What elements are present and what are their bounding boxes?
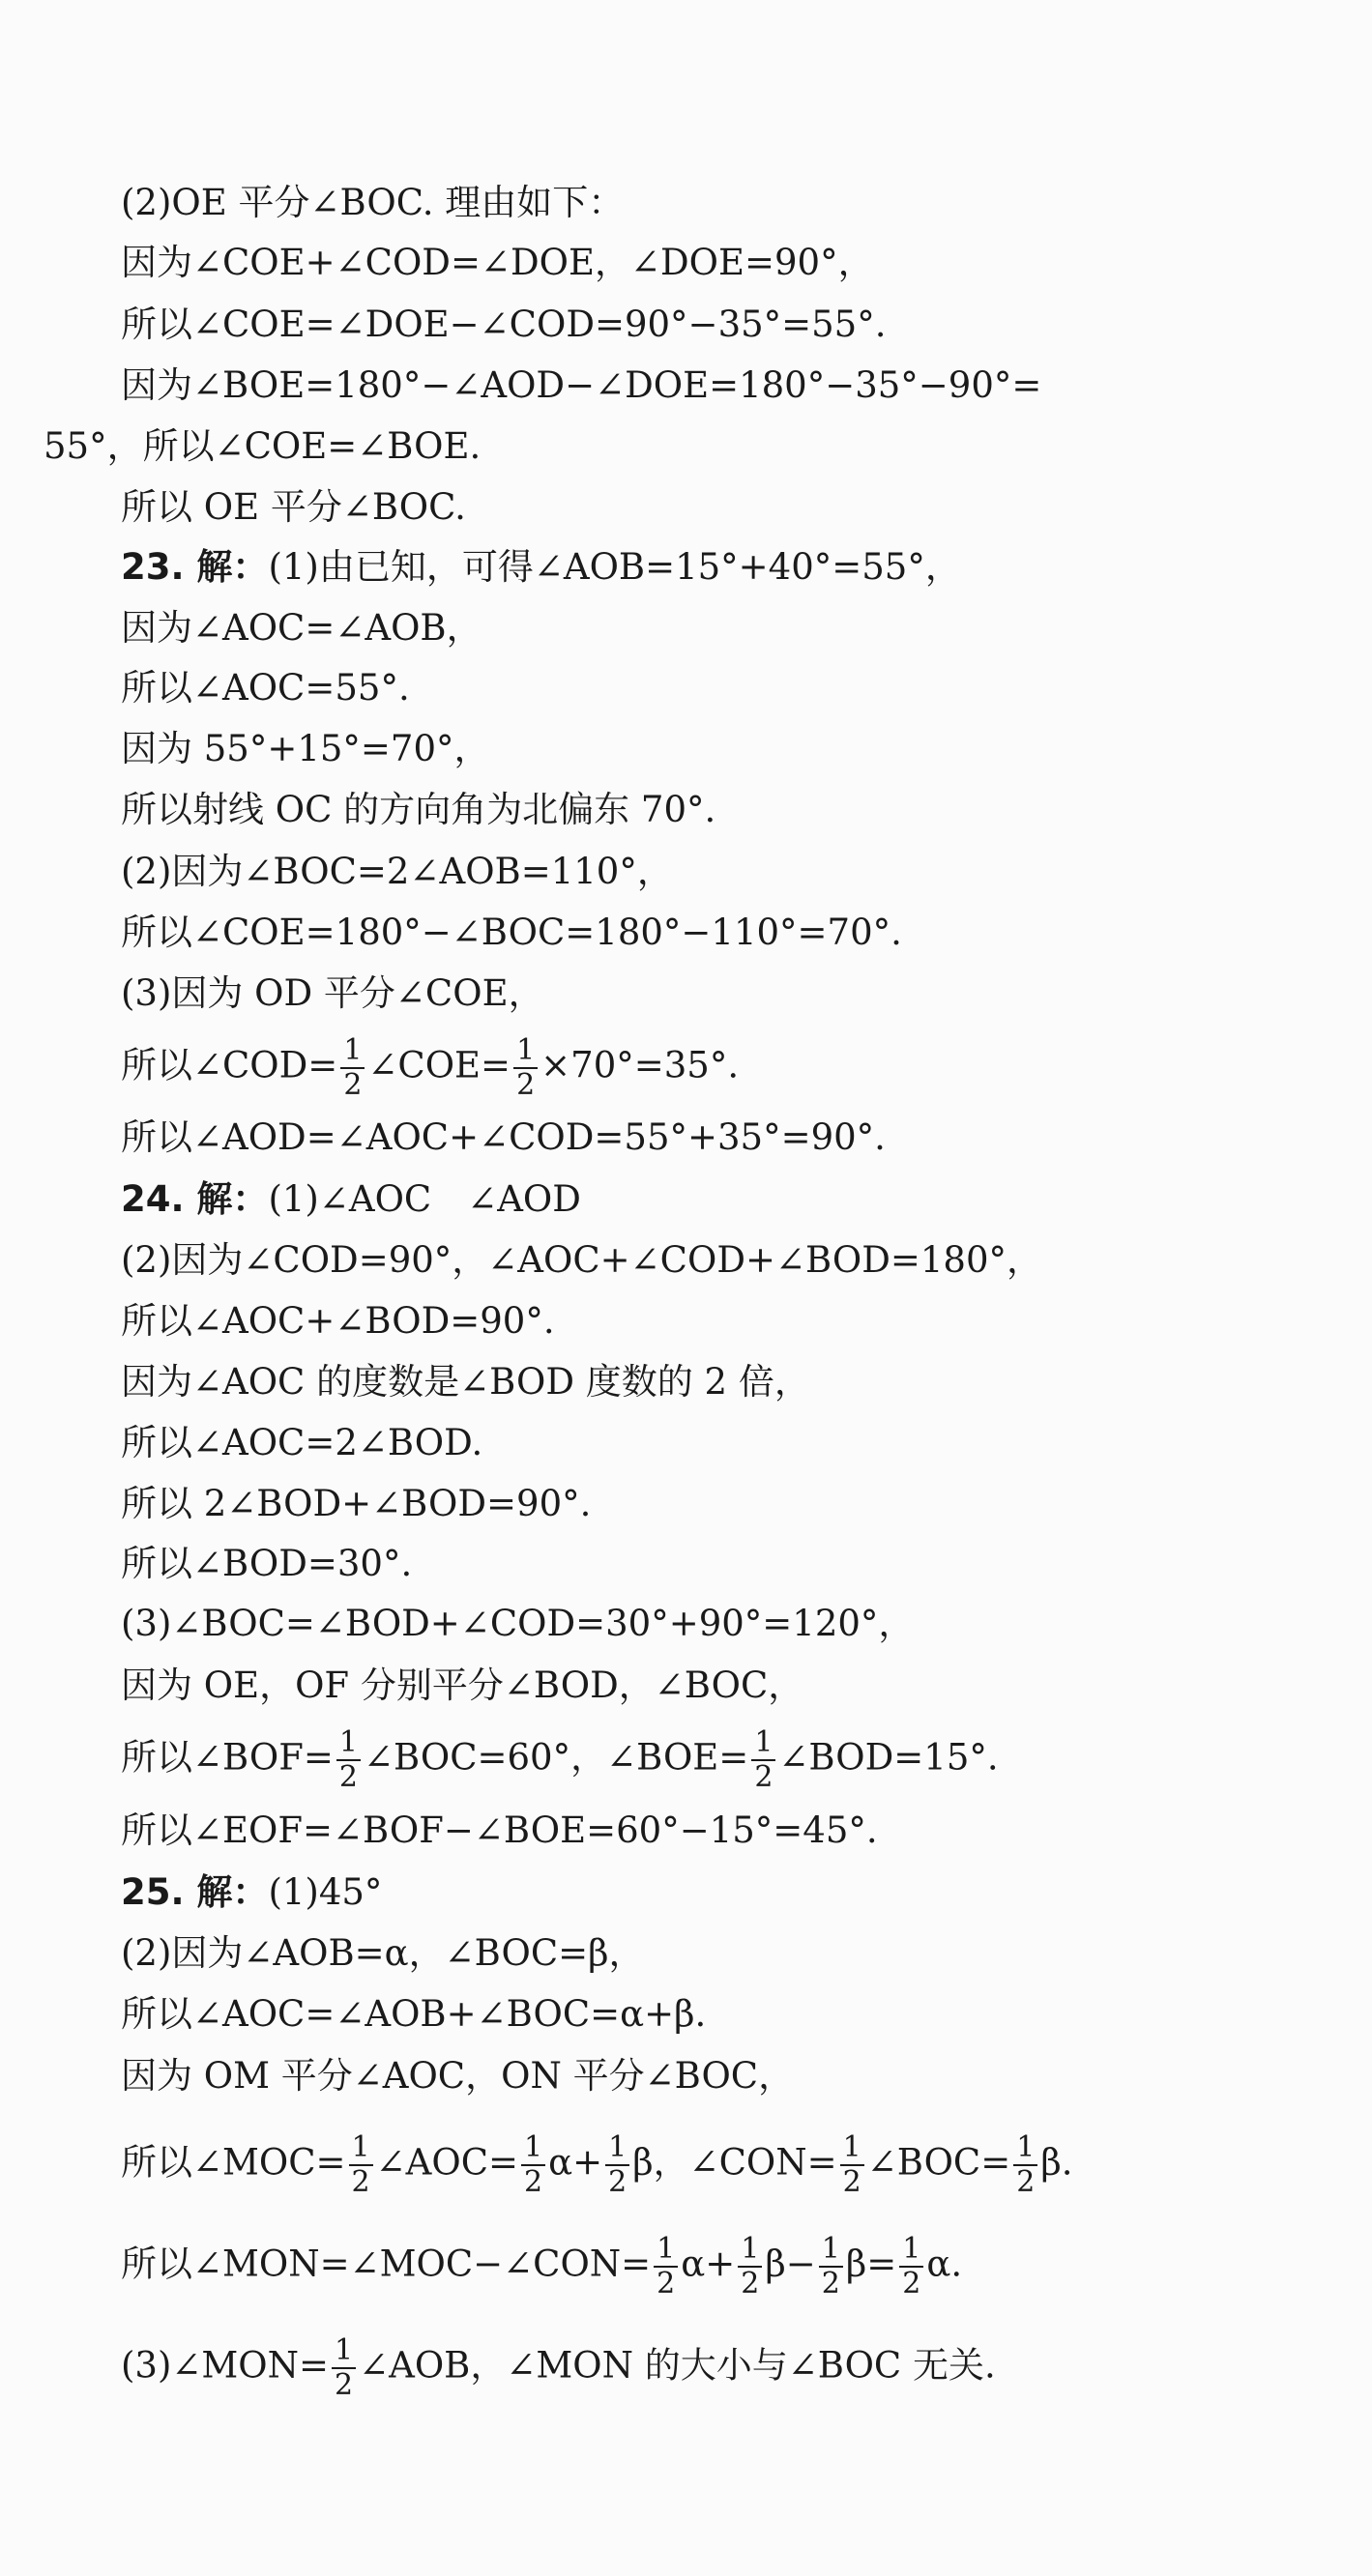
text-line: 所以∠COE=∠DOE−∠COD=90°−35°=55°.: [121, 304, 887, 345]
text-span: 所以∠BOF=: [121, 1736, 334, 1779]
text-span: α.: [926, 2243, 963, 2285]
text-line: 55°，所以∠COE=∠BOE.: [44, 425, 482, 467]
text-span: (1)45°: [268, 1871, 383, 1913]
fraction-half: $\frac{1}{2}$: [513, 1034, 538, 1102]
text-span: ×70°=35°.: [540, 1044, 740, 1086]
text-span: 所以∠MON=∠MOC−∠CON=: [121, 2243, 652, 2285]
text-span: ∠BOD=15°.: [778, 1736, 999, 1779]
fraction-half: $\frac{1}{2}$: [1013, 2131, 1037, 2199]
text-span: ∠COE=: [367, 1044, 511, 1086]
text-line: (3)∠BOC=∠BOD+∠COD=30°+90°=120°，: [121, 1603, 915, 1644]
question-23: [121, 544, 1339, 591]
text-span: (1)∠AOC ∠AOD: [268, 1178, 581, 1220]
text-span: ∠BOC=60°，∠BOE=: [363, 1736, 749, 1779]
fraction-half: $\frac{1}{2}$: [340, 1034, 365, 1102]
text-line: 因为 OM 平分∠AOC，ON 平分∠BOC，: [121, 2055, 795, 2097]
text-span: α+: [681, 2243, 736, 2285]
question-25: [121, 1869, 1339, 1916]
fraction-half: $\frac{1}{2}$: [349, 2131, 373, 2199]
text-span: 所以∠COD=: [121, 1044, 338, 1086]
fraction-half: $\frac{1}{2}$: [899, 2233, 923, 2301]
text-line: 所以 2∠BOD+∠BOD=90°.: [121, 1483, 592, 1524]
formula-line-last: [121, 2334, 1339, 2402]
question-label: 25. 解：: [121, 1871, 269, 1913]
formula-line-mon: [121, 2233, 1339, 2301]
fraction-half: $\frac{1}{2}$: [751, 1726, 775, 1794]
text-line: (2)因为∠AOB=α，∠BOC=β，: [121, 1932, 645, 1974]
text-span: ∠AOB，∠MON 的大小与∠BOC 无关.: [359, 2344, 996, 2387]
text-span: ∠AOC=: [375, 2141, 519, 2184]
text-line: (2)因为∠BOC=2∠AOB=110°，: [121, 851, 673, 892]
fraction-half: $\frac{1}{2}$: [840, 2131, 864, 2199]
text-span: β=: [845, 2243, 897, 2285]
formula-line-moc: [121, 2131, 1339, 2199]
text-line: 因为∠BOE=180°−∠AOD−∠DOE=180°−35°−90°=: [121, 364, 1042, 406]
text-span: (1)由已知，可得∠AOB=15°+40°=55°，: [268, 546, 961, 588]
text-line: 所以∠EOF=∠BOF−∠BOE=60°−15°=45°.: [121, 1809, 878, 1851]
text-line: 因为∠COE+∠COD=∠DOE，∠DOE=90°，: [121, 242, 874, 283]
text-span: 所以∠MOC=: [121, 2141, 346, 2184]
fraction-half: $\frac{1}{2}$: [521, 2131, 545, 2199]
fraction-half: $\frac{1}{2}$: [605, 2131, 629, 2199]
text-span: (3)∠MON=: [121, 2344, 330, 2387]
text-line: 所以 OE 平分∠BOC.: [121, 486, 466, 528]
text-span: α+: [548, 2141, 603, 2184]
text-span: β.: [1040, 2141, 1073, 2184]
text-line: 因为 55°+15°=70°，: [121, 728, 490, 769]
fraction-half: $\frac{1}{2}$: [819, 2233, 843, 2301]
text-line: 所以∠AOC=55°.: [121, 667, 410, 709]
text-span: β，∠CON=: [632, 2141, 837, 2184]
question-label: 24. 解：: [121, 1178, 269, 1220]
text-line: 因为∠AOC 的度数是∠BOD 度数的 2 倍，: [121, 1361, 810, 1403]
text-line: 所以∠AOC+∠BOD=90°.: [121, 1300, 555, 1342]
question-24: [121, 1176, 1339, 1223]
text-span: β−: [765, 2243, 816, 2285]
formula-line-cod: [121, 1034, 1339, 1102]
text-line: 因为∠AOC=∠AOB，: [121, 607, 482, 649]
fraction-half: $\frac{1}{2}$: [336, 1726, 361, 1794]
text-span: ∠BOC=: [866, 2141, 1011, 2184]
text-line: 所以∠AOD=∠AOC+∠COD=55°+35°=90°.: [121, 1116, 886, 1158]
fraction-half: $\frac{1}{2}$: [738, 2233, 762, 2301]
text-line: 所以∠BOD=30°.: [121, 1543, 413, 1584]
text-line: (3)因为 OD 平分∠COE，: [121, 972, 544, 1014]
text-line: (2)因为∠COD=90°，∠AOC+∠COD+∠BOD=180°，: [121, 1239, 1042, 1281]
text-line: (2)OE 平分∠BOC. 理由如下：: [121, 182, 625, 223]
text-line: 所以∠AOC=2∠BOD.: [121, 1422, 483, 1463]
text-line: 所以∠AOC=∠AOB+∠BOC=α+β.: [121, 1993, 707, 2035]
formula-line-bof: [121, 1726, 1339, 1794]
text-line: 所以射线 OC 的方向角为北偏东 70°.: [121, 789, 716, 830]
question-label: 23. 解：: [121, 546, 269, 588]
fraction-half: $\frac{1}{2}$: [332, 2334, 356, 2402]
text-line: 因为 OE，OF 分别平分∠BOD，∠BOC，: [121, 1664, 804, 1706]
fraction-half: $\frac{1}{2}$: [654, 2233, 678, 2301]
text-line: 所以∠COE=180°−∠BOC=180°−110°=70°.: [121, 912, 902, 953]
